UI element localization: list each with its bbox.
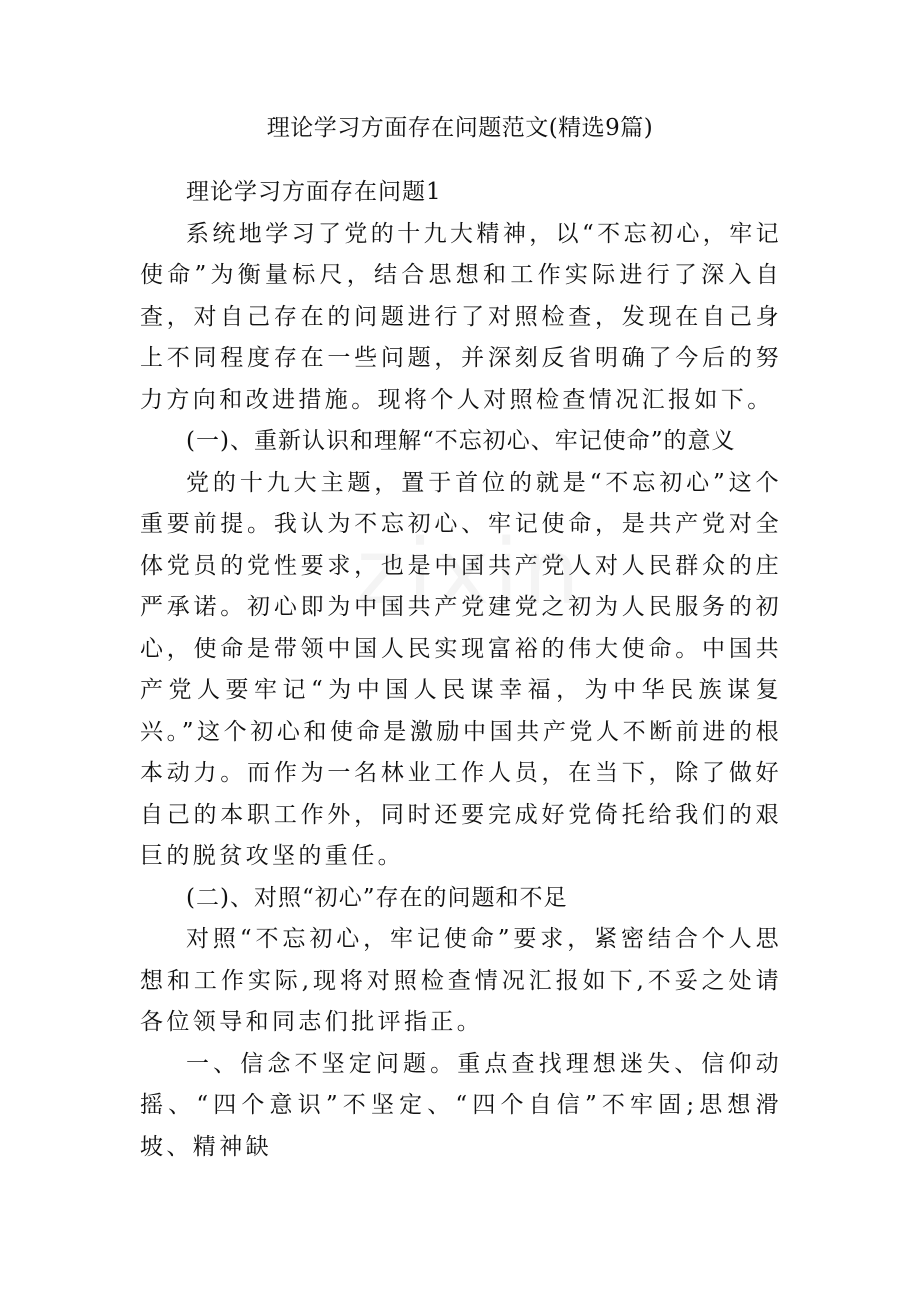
subheading-one: (一)、重新认识和理解“不忘初心、牢记使命”的意义 (186, 428, 736, 454)
subheading-two: (二)、对照“初心”存在的问题和不足 (186, 884, 568, 911)
paragraph-intro: 系统地学习了党的十九大精神，以“不忘初心，牢记使命”为衡量标尺，结合思想和工作实际进行了深入自查，对自己存在的问题进行了对照检查，发现在自己身上不同程度存在一些问题，并深刻反省明确了今后的努力方向和改进措施。现将个人对照检查情况汇报如下。 (140, 220, 782, 413)
section-heading: 理论学习方面存在问题1 (186, 179, 442, 205)
document-title: 理论学习方面存在问题范文(精选9篇) (266, 115, 654, 141)
paragraph-belief: 一、信念不坚定问题。重点查找理想迷失、信仰动摇、“四个意识”不坚定、“四个自信”不牢固;思想滑坡、精神缺 (140, 1050, 782, 1160)
paragraph-meaning: 党的十九大主题，置于首位的就是“不忘初心”这个重要前提。我认为不忘初心、牢记使命，是共产党对全体党员的党性要求，也是中国共产党人对人民群众的庄严承诺。初心即为中国共产党建党之初为人民服务的初心，使命是带领中国人民实现富裕的伟大使命。中国共产党人要牢记“为中国人民谋幸福，为中华民族谋复兴。”这个初心和使命是激励中国共产党人不断前进的根本动力。而作为一名林业工作人员，在当下，除了做好自己的本职工作外，同时还要完成好党倚托给我们的艰巨的脱贫攻坚的重任。 (140, 469, 782, 869)
document-body (140, 172, 782, 1168)
paragraph-check: 对照“不忘初心，牢记使命”要求，紧密结合个人思想和工作实际,现将对照检查情况汇报如下,不妥之处请各位领导和同志们批评指正。 (140, 926, 782, 1035)
